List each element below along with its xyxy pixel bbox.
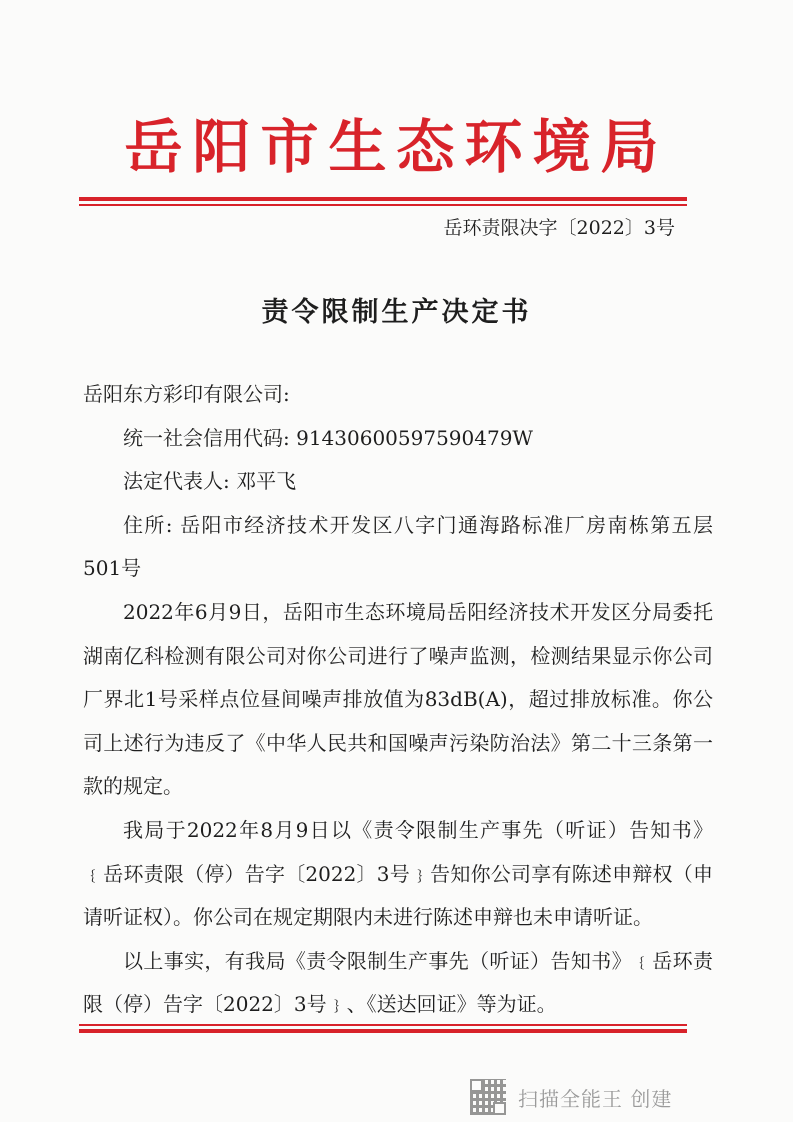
document-title: 责令限制生产决定书 (261, 297, 532, 328)
footer-rule-thick (79, 1029, 687, 1033)
recipient-line: 岳阳东方彩印有限公司: (83, 382, 290, 406)
legal-representative-line: 法定代表人: 邓平飞 (123, 469, 297, 494)
fact-paragraph: 2022年6月9日，岳阳市生态环境局岳阳经济技术开发区分局委托湖南亿科检测有限公司对你公司进行了噪声监测，检测结果显示你公司厂界北1号采样点位昼间噪声排放值为83dB(A)，超过排放标准。你公司上述行为违反了《中华人民共和国噪声污染防治法》第二十三条第一款的规定。 (83, 599, 713, 799)
scanner-watermark (470, 1077, 672, 1117)
qr-code-icon (470, 1079, 506, 1115)
header-rule-thin (79, 204, 687, 206)
footer-rule-thin (79, 1024, 687, 1026)
document-body (83, 373, 713, 1027)
evidence-paragraph: 以上事实，有我局《责令限制生产事先（听证）告知书》﹛岳环责限（停）告字〔2022〕3号﹜、《送达回证》等为证。 (83, 948, 713, 1017)
document-number: 岳环责限决字〔2022〕3号 (443, 217, 675, 239)
notice-paragraph: 我局于2022年8月9日以《责令限制生产事先（听证）告知书》﹛岳环责限（停）告字〔2022〕3号﹜告知你公司享有陈述申辩权（申请听证权）。你公司在规定期限内未进行陈述申辩也未申请听证。 (83, 817, 713, 930)
address-line: 住所: 岳阳市经济技术开发区八字门通海路标准厂房南栋第五层501号 (83, 512, 713, 581)
scanner-watermark-text: 扫描全能王 创建 (518, 1086, 673, 1111)
header-rule-thick (79, 197, 687, 201)
credit-code-line: 统一社会信用代码: 91430600597590479W (123, 425, 533, 450)
org-name-header: 岳阳市生态环境局 (124, 113, 669, 181)
